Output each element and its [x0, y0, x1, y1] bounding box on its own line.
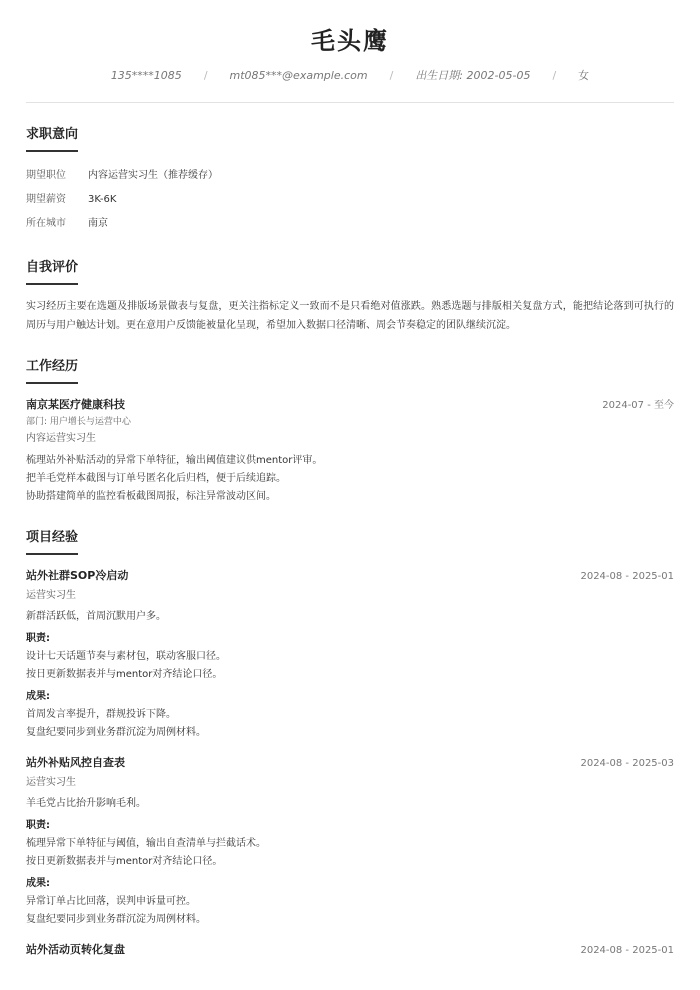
- section-title: 项目经验: [26, 529, 78, 555]
- project-entry: [26, 754, 674, 929]
- project-date: 2024-08 - 2025-01: [580, 945, 674, 956]
- work-entry-header: [26, 396, 674, 415]
- duty-label: 职责:: [26, 633, 50, 644]
- work-entry: [26, 396, 674, 506]
- intent-value: 内容运营实习生（推荐缓存）: [88, 170, 218, 181]
- project-header: [26, 754, 674, 773]
- phone-number: 135****1085: [110, 69, 182, 82]
- work-line: 协助搭建简单的监控看板截图周报，标注异常波动区间。: [26, 491, 276, 502]
- result-line: 复盘纪要同步到业务群沉淀为周例材料。: [26, 727, 206, 738]
- project-intro: 羊毛党占比抬升影响毛利。: [26, 798, 146, 809]
- project-date: 2024-08 - 2025-03: [580, 758, 674, 769]
- email-address: mt085***@example.com: [229, 69, 368, 82]
- section-projects: [26, 526, 674, 960]
- birth-date: 出生日期: 2002-05-05: [415, 69, 531, 82]
- job-role: 内容运营实习生: [26, 433, 96, 444]
- intent-value: 南京: [88, 218, 108, 229]
- result-label: 成果:: [26, 691, 50, 702]
- intent-row: [26, 188, 674, 212]
- project-entry: [26, 941, 674, 960]
- duty-line: 梳理异常下单特征与阈值，输出自查清单与拦截话术。: [26, 838, 266, 849]
- project-name: 站外活动页转化复盘: [26, 943, 125, 956]
- result-line: 异常订单占比回落，误判申诉量可控。: [26, 896, 196, 907]
- work-line: 把羊毛党样本截图与订单号匿名化后归档，便于后续追踪。: [26, 473, 286, 484]
- intent-label: 期望薪资: [26, 194, 66, 205]
- intent-list: [26, 164, 674, 236]
- contact-separator: /: [203, 69, 208, 82]
- intent-value: 3K-6K: [88, 194, 117, 205]
- project-intro: 新群活跃低，首周沉默用户多。: [26, 611, 166, 622]
- result-line: 复盘纪要同步到业务群沉淀为周例材料。: [26, 914, 206, 925]
- project-header: [26, 941, 674, 960]
- header-divider: [26, 102, 674, 103]
- section-job-intent: [26, 123, 674, 236]
- section-title: 工作经历: [26, 358, 78, 384]
- section-self-evaluation: [26, 256, 674, 335]
- project-role: 运营实习生: [26, 590, 76, 601]
- project-header: [26, 567, 674, 586]
- duty-line: 设计七天话题节奏与素材包，联动客服口径。: [26, 651, 226, 662]
- section-title: 求职意向: [26, 126, 78, 152]
- intent-row: [26, 164, 674, 188]
- result-line: 首周发言率提升，群规投诉下降。: [26, 709, 176, 720]
- duty-line: 按日更新数据表并与mentor对齐结论口径。: [26, 669, 223, 680]
- self-evaluation-text: 实习经历主要在选题及排版场景做表与复盘，更关注指标定义一致而不是只看绝对值涨跌。熟悉选题与排版相关复盘方式，能把结论落到可执行的周历与用户触达计划。更在意用户反馈能被量化呈现，希望加入数据口径清晰、周会节奏稳定的团队继续沉淀。: [26, 301, 674, 331]
- intent-label: 期望职位: [26, 170, 66, 181]
- result-label: 成果:: [26, 878, 50, 889]
- duty-label: 职责:: [26, 820, 50, 831]
- intent-row: [26, 212, 674, 236]
- work-line: 梳理站外补贴活动的异常下单特征，输出阈值建议供mentor评审。: [26, 455, 323, 466]
- project-name: 站外社群SOP冷启动: [26, 569, 129, 582]
- department: 部门: 用户增长与运营中心: [26, 417, 131, 427]
- duty-line: 按日更新数据表并与mentor对齐结论口径。: [26, 856, 223, 867]
- work-date: 2024-07 - 至今: [602, 400, 674, 411]
- company-name: 南京某医疗健康科技: [26, 398, 125, 411]
- section-title: 自我评价: [26, 259, 78, 285]
- project-role: 运营实习生: [26, 777, 76, 788]
- project-name: 站外补贴风控自查表: [26, 756, 125, 769]
- work-description: [26, 452, 674, 506]
- candidate-name: 毛头鹰: [311, 27, 389, 55]
- gender: 女: [578, 69, 590, 82]
- contact-bar: [26, 68, 674, 84]
- project-entry: [26, 567, 674, 742]
- section-work-experience: [26, 355, 674, 506]
- intent-label: 所在城市: [26, 218, 66, 229]
- contact-separator: /: [552, 69, 557, 82]
- contact-separator: /: [389, 69, 394, 82]
- project-date: 2024-08 - 2025-01: [580, 571, 674, 582]
- resume-page: [26, 0, 674, 960]
